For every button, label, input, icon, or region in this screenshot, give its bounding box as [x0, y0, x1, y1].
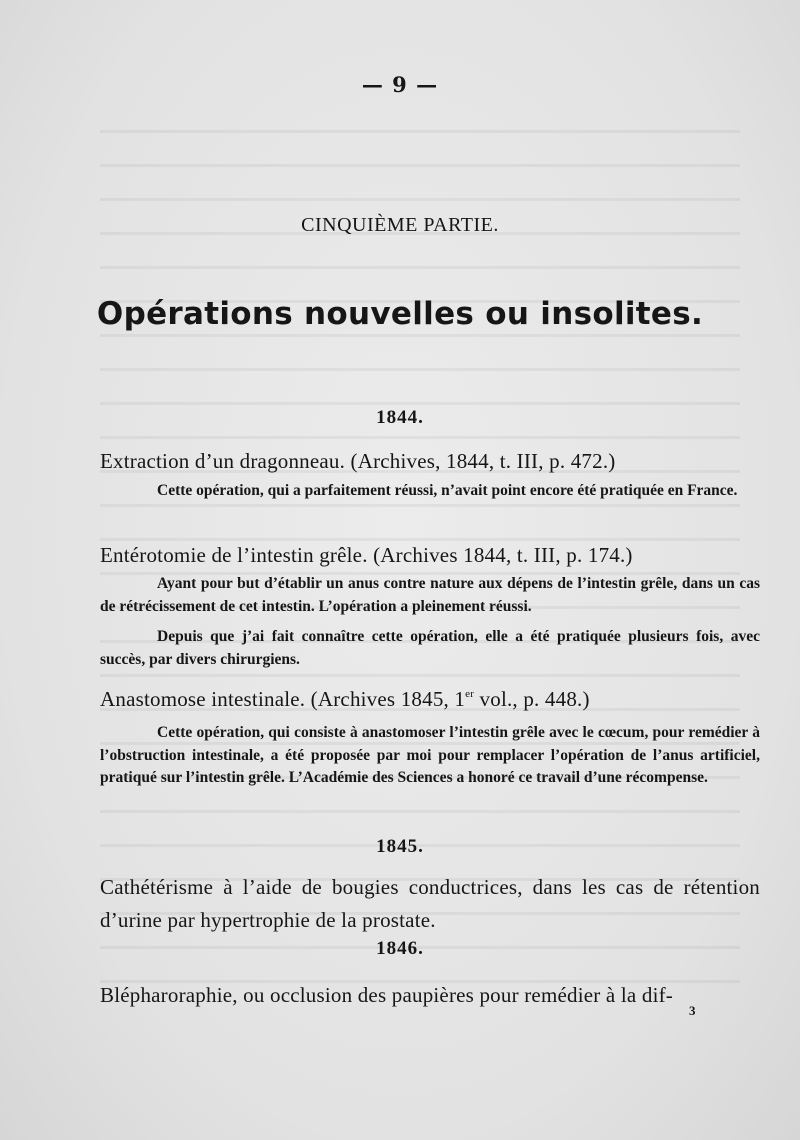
entry-description-enterotomie: Ayant pour but d’établir un anus contre nature aux dépens de l’intestin grêle, dans un cas de rétrécissement de cet intestin. L’opération a pleinement réussi.	[100, 575, 760, 615]
entry-heading-blepharoraphie: Blépharoraphie, ou occlusion des paupières pour remédier à la dif-	[100, 983, 673, 1007]
entry-heading-catheterisme: Cathétérisme à l’aide de bougies conductrices, dans les cas de rétention d’urine par hypertrophie de la prostate.	[100, 875, 760, 932]
entry-heading-enterotomie: Entérotomie de l’intestin grêle. (Archives 1844, t. III, p. 174.)	[100, 543, 633, 567]
entry-heading-anastomose-rest: vol., p. 448.)	[474, 687, 590, 711]
entry-description-enterotomie-followup: Depuis que j’ai fait connaître cette opération, elle a été pratiquée plusieurs fois, avec succès, par divers chirurgiens.	[100, 628, 760, 668]
entry-description-dragonneau: Cette opération, qui a parfaitement réussi, n’avait point encore été pratiquée en France.	[157, 482, 738, 499]
entry-heading-anastomose-main: Anastomose intestinale. (Archives 1845, 1	[100, 687, 466, 711]
page-number: — 9 —	[361, 72, 439, 97]
entry-description-anastomose: Cette opération, qui consiste à anastomoser l’intestin grêle avec le cœcum, pour remédier à l’obstruction intestinale, a été proposée par moi pour remplacer l’opération de l’anus artificiel, pratiqué sur l’intestin grêle. L’Académie des Sciences a honoré ce travail d’une récompense.	[100, 724, 760, 786]
year-heading-1846: 1846.	[376, 938, 424, 959]
entry-heading-dragonneau: Extraction d’un dragonneau. (Archives, 1844, t. III, p. 472.)	[100, 449, 616, 473]
entry-heading-anastomose	[100, 687, 758, 712]
part-heading: CINQUIÈME PARTIE.	[301, 214, 499, 236]
ordinal-superscript: er	[465, 688, 475, 700]
year-heading-1845: 1845.	[376, 836, 424, 857]
year-heading-1844: 1844.	[376, 407, 424, 428]
signature-mark: 3	[689, 1003, 696, 1018]
page-title: Opérations nouvelles ou insolites.	[96, 296, 704, 332]
